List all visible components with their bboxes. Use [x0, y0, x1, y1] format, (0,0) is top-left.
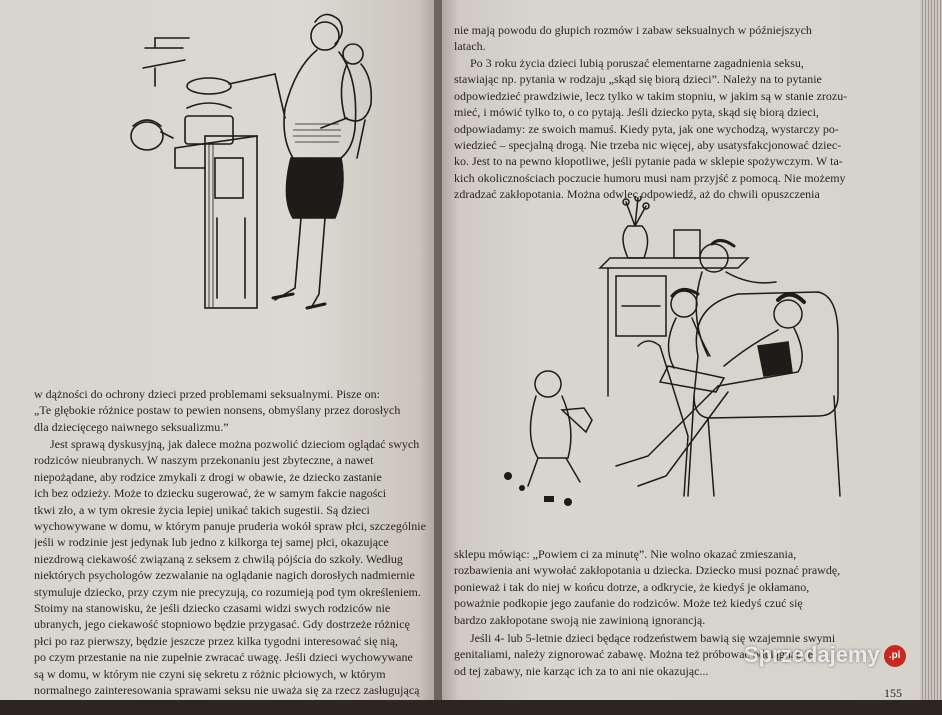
text-line: Po 3 roku życia dzieci lubią poruszać elementarne zagadnienia seksu,	[470, 56, 804, 70]
book-gutter	[434, 0, 442, 700]
text-line: Jest sprawą dyskusyjną, jak dalece można pozwolić dzieciom oglądać swych	[50, 437, 420, 451]
watermark-text: Sprzedajemy	[744, 642, 880, 667]
text-line: mieć, i mówić tylko to, o co pytają. Jeśli dziecko pyta, skąd się biorą dzieci,	[454, 105, 819, 120]
text-line: bardzo zakłopotane swoją nie zawinioną ignorancją.	[454, 612, 706, 627]
text-line: genitaliami, należy zignorować zabawę. Można też próbować odciągnąć je	[454, 647, 814, 662]
text-line: odpowiedzieć prawdziwie, lecz tylko w takim stopniu, w jakim są w stanie zrozu-	[454, 88, 848, 103]
text-line: sklepu mówiąc: „Powiem ci za minutę”. Nie wolno okazać zmieszania,	[454, 547, 797, 561]
text-line: płci po raz pierwszy, będzie jeszcze przez kilka tygodni interesować się nią,	[34, 633, 399, 648]
right-paragraph-1	[454, 22, 870, 55]
text-line: odpowiadamy: ze swoich mamuś. Kiedy pyta, jak one wychodzą, wystarczy po-	[454, 121, 839, 136]
text-line: stymuluje dziecko, przy czym nie precyzują, co rozumieją pod tym określeniem.	[34, 584, 421, 599]
text-line: stawiając np. pytania w rodzaju „skąd się biorą dzieci”. Należy na to pytanie	[454, 72, 822, 87]
page-edges	[920, 0, 942, 700]
text-line: ponieważ i tak do niej w końcu dotrze, a odkrycie, że kiedyś je okłamano,	[454, 579, 810, 594]
text-line: na potępienie, a sprawy płci traktowane są rzetelnie i z poczuciem taktu,	[34, 699, 382, 714]
text-line: rozbawienia ani wywołać zakłopotania u dziecka. Dziecko musi poznać prawdę,	[454, 563, 841, 578]
text-line: od tej zabawy, nie karząc ich za to ani nie okazując...	[454, 663, 709, 678]
text-line: normalnego zainteresowania sprawami seksu nie uważa się za rzecz zasługującą	[34, 683, 420, 698]
text-line: ich bez odzieży. Może to dziecku sugerować, że w samym fakcie nagości	[34, 486, 387, 501]
right-paragraph-3	[454, 546, 906, 628]
text-line: są w domu, w którym nie czyni się sekretu z różnic płciowych, w którym	[34, 666, 386, 681]
page-number: 155	[884, 686, 902, 700]
mother-at-stove-illustration	[125, 8, 385, 343]
left-paragraph-1	[34, 386, 432, 435]
text-line: po czym przestanie na nie zupełnie zwracać uwagę. Jeśli dzieci wychowywane	[34, 650, 413, 665]
text-line: wiedzieć – specjalną drogą. Nie trzeba nic więcej, aby usatysfakcjonować dziec-	[454, 138, 842, 153]
text-line: niepożądane, aby rodzice zmykali z drogi w obawie, że dziecko zastanie	[34, 469, 382, 484]
text-line: latach.	[454, 39, 486, 54]
text-line: poważnie podkopie jego zaufanie do rodziców. Może też kiedyś czuć się	[454, 596, 803, 611]
watermark-badge: .pl	[884, 645, 906, 667]
text-line: „Te głębokie różnice postaw to pewien nonsens, obmyślany przez dorosłych	[34, 403, 401, 418]
text-line: tkwi zło, a w tym okresie życia lepiej unikać takich sugestii. Są dzieci	[34, 502, 370, 517]
text-line: rodziców nieubranych. W naszym przekonaniu jest zbyteczne, a nawet	[34, 453, 374, 468]
text-line: kich okolicznościach poczucie humoru musi nam przyjść z pomocą. Nie możemy	[454, 170, 846, 185]
text-line: ko. Jest to na pewno kłopotliwe, jeśli pytanie pada w sklepie spożywczym. W ta-	[454, 154, 843, 169]
text-line: nie mają powodu do głupich rozmów i zabaw seksualnych w późniejszych	[454, 23, 812, 37]
text-line: w dążności do ochrony dzieci przed problemami seksualnymi. Pisze on:	[34, 387, 380, 401]
right-paragraph-2	[454, 55, 870, 203]
text-line: Stoimy na stanowisku, że jeśli dziecko czasami widzi swych rodziców nie	[34, 601, 391, 616]
watermark	[744, 642, 924, 676]
text-line: zdradzać zakłopotania. Można odwlec odpowiedź, aż do chwili opuszczenia	[454, 187, 820, 202]
left-paragraph-2	[34, 436, 432, 715]
text-line: wychowywane w domu, w którym panuje pruderia wokół spraw płci, szczególnie	[34, 519, 426, 534]
text-line: jeśli w rodzinie jest jedynak lub jedno z kilkorga tej samej płci, okazujące	[34, 535, 389, 550]
text-line: niezdrową ciekawość związaną z seksem z chwilą pójścia do szkoły. Według	[34, 551, 403, 566]
family-reading-illustration	[488, 196, 858, 514]
text-line: Jeśli 4- lub 5-letnie dzieci będące rodzeństwem bawią się wzajemnie swymi	[470, 631, 836, 645]
text-line: dla dziecięcego naiwnego seksualizmu.”	[34, 419, 229, 434]
text-line: niektórych psychologów zezwalanie na oglądanie nagich dorosłych nadmiernie	[34, 568, 415, 583]
text-line: ubranych, jego ciekawość stopniowo będzie przygasać. Gdy dostrzeże różnicę	[34, 617, 410, 632]
